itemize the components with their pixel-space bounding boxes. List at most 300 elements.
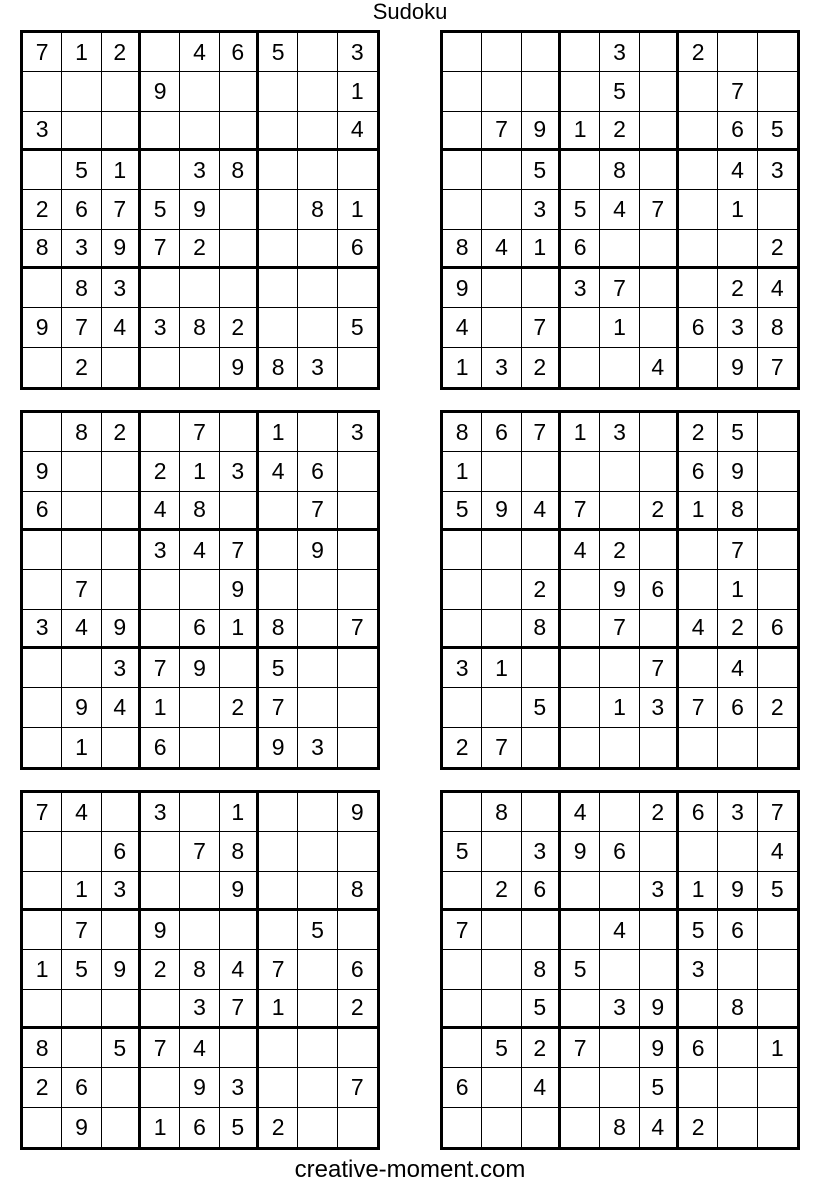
sudoku-cell: 8 (718, 990, 757, 1029)
sudoku-cell: 6 (141, 728, 180, 767)
sudoku-cell (600, 950, 639, 989)
sudoku-cell (561, 452, 600, 491)
sudoku-cell: 7 (180, 413, 219, 452)
sudoku-cell: 2 (758, 688, 797, 727)
sudoku-cell: 8 (259, 348, 298, 387)
sudoku-cell: 7 (522, 413, 561, 452)
sudoku-cell (23, 269, 62, 308)
sudoku-cell: 8 (298, 190, 337, 229)
sudoku-cell: 1 (338, 72, 377, 111)
sudoku-cell: 9 (102, 230, 141, 269)
sudoku-cell (718, 230, 757, 269)
sudoku-cell (522, 1108, 561, 1147)
sudoku-cell: 7 (443, 911, 482, 950)
sudoku-cell (482, 72, 521, 111)
sudoku-cell: 2 (220, 688, 259, 727)
sudoku-cell (522, 911, 561, 950)
sudoku-cell: 9 (640, 990, 679, 1029)
sudoku-cell (259, 492, 298, 531)
sudoku-cell (102, 1068, 141, 1107)
sudoku-cell: 9 (561, 832, 600, 871)
sudoku-cell: 9 (718, 452, 757, 491)
page-title: Sudoku (372, 0, 448, 24)
sudoku-cell: 8 (758, 308, 797, 347)
sudoku-cell: 6 (679, 1029, 718, 1068)
sudoku-cell (482, 33, 521, 72)
sudoku-cell: 4 (180, 1029, 219, 1068)
sudoku-cell: 4 (600, 911, 639, 950)
sudoku-cell (338, 570, 377, 609)
sudoku-cell (758, 413, 797, 452)
sudoku-cell: 7 (62, 911, 101, 950)
sudoku-cell (679, 151, 718, 190)
sudoku-cell: 4 (561, 793, 600, 832)
sudoku-cell: 3 (62, 230, 101, 269)
sudoku-cell: 2 (679, 1108, 718, 1147)
sudoku-cell (102, 72, 141, 111)
sudoku-cell: 8 (443, 413, 482, 452)
sudoku-cell: 4 (522, 492, 561, 531)
sudoku-cell (23, 413, 62, 452)
sudoku-cell: 2 (718, 269, 757, 308)
sudoku-cell (298, 230, 337, 269)
sudoku-cell (259, 269, 298, 308)
sudoku-cell: 3 (561, 269, 600, 308)
sudoku-cell: 5 (338, 308, 377, 347)
sudoku-cell: 3 (220, 1068, 259, 1107)
sudoku-cell: 6 (338, 950, 377, 989)
sudoku-cell (259, 911, 298, 950)
sudoku-cell (758, 1108, 797, 1147)
sudoku-cell (718, 1068, 757, 1107)
sudoku-cell: 7 (102, 190, 141, 229)
sudoku-cell (180, 872, 219, 911)
sudoku-cell (141, 832, 180, 871)
sudoku-cell (561, 33, 600, 72)
sudoku-cell (220, 190, 259, 229)
sudoku-cell: 4 (220, 950, 259, 989)
sudoku-cell: 6 (679, 452, 718, 491)
sudoku-cell: 6 (62, 1068, 101, 1107)
sudoku-cell: 3 (600, 990, 639, 1029)
sudoku-cell (141, 1068, 180, 1107)
sudoku-cell: 9 (220, 348, 259, 387)
sudoku-cell (482, 308, 521, 347)
sudoku-cell: 6 (102, 832, 141, 871)
sudoku-cell (482, 452, 521, 491)
sudoku-cell (220, 72, 259, 111)
sudoku-cell (180, 570, 219, 609)
sudoku-cell (102, 531, 141, 570)
sudoku-cell: 3 (298, 728, 337, 767)
sudoku-cell: 7 (62, 570, 101, 609)
sudoku-cell: 6 (298, 452, 337, 491)
sudoku-cell (338, 1108, 377, 1147)
sudoku-cell: 2 (600, 112, 639, 151)
sudoku-cell: 1 (102, 151, 141, 190)
sudoku-cell (522, 33, 561, 72)
sudoku-cell (23, 1108, 62, 1147)
sudoku-cell: 4 (561, 531, 600, 570)
sudoku-cell (443, 33, 482, 72)
sudoku-cell: 3 (23, 610, 62, 649)
sudoku-cell (600, 492, 639, 531)
sudoku-cell (23, 72, 62, 111)
sudoku-cell (561, 688, 600, 727)
sudoku-cell (482, 269, 521, 308)
sudoku-cell (718, 728, 757, 767)
sudoku-cell (561, 151, 600, 190)
sudoku-cell (23, 990, 62, 1029)
sudoku-cell (298, 151, 337, 190)
sudoku-cell: 5 (220, 1108, 259, 1147)
sudoku-cell (259, 793, 298, 832)
sudoku-cell: 4 (679, 610, 718, 649)
sudoku-cell: 9 (298, 531, 337, 570)
sudoku-cell: 5 (561, 950, 600, 989)
sudoku-cell: 9 (220, 570, 259, 609)
sudoku-cell: 9 (102, 610, 141, 649)
sudoku-cell (259, 112, 298, 151)
sudoku-cell: 7 (220, 531, 259, 570)
sudoku-cell: 2 (338, 990, 377, 1029)
sudoku-cell: 4 (62, 610, 101, 649)
sudoku-cell: 4 (718, 151, 757, 190)
sudoku-cell: 7 (298, 492, 337, 531)
sudoku-cell: 1 (718, 190, 757, 229)
sudoku-cell (600, 649, 639, 688)
sudoku-cell (259, 531, 298, 570)
sudoku-cell (259, 872, 298, 911)
sudoku-cell: 1 (679, 872, 718, 911)
sudoku-cell (141, 151, 180, 190)
sudoku-cell (679, 112, 718, 151)
sudoku-cell: 6 (482, 413, 521, 452)
sudoku-cell (23, 151, 62, 190)
sudoku-cell (298, 308, 337, 347)
sudoku-cell: 3 (298, 348, 337, 387)
sudoku-cell: 5 (758, 112, 797, 151)
sudoku-cell (561, 649, 600, 688)
sudoku-cell (220, 728, 259, 767)
sudoku-cell: 6 (718, 112, 757, 151)
sudoku-cell: 7 (679, 688, 718, 727)
sudoku-cell: 7 (640, 649, 679, 688)
sudoku-cell (679, 269, 718, 308)
sudoku-cell: 4 (102, 308, 141, 347)
sudoku-cell: 3 (23, 112, 62, 151)
sudoku-cell: 3 (180, 151, 219, 190)
sudoku-cell (522, 452, 561, 491)
sudoku-cell (298, 1108, 337, 1147)
sudoku-cell: 9 (141, 72, 180, 111)
sudoku-cell (679, 832, 718, 871)
sudoku-cell: 6 (23, 492, 62, 531)
sudoku-cell (259, 308, 298, 347)
sudoku-cell: 2 (23, 190, 62, 229)
sudoku-cell (679, 230, 718, 269)
sudoku-cell: 7 (640, 190, 679, 229)
sudoku-cell: 2 (758, 230, 797, 269)
sudoku-cell (482, 570, 521, 609)
sudoku-cell (482, 911, 521, 950)
sudoku-cell: 3 (600, 33, 639, 72)
sudoku-cell: 9 (220, 872, 259, 911)
sudoku-cell: 9 (600, 570, 639, 609)
sudoku-cell: 1 (758, 1029, 797, 1068)
sudoku-cell: 5 (758, 872, 797, 911)
sudoku-cell (298, 950, 337, 989)
sudoku-cell: 7 (718, 531, 757, 570)
sudoku-cell: 7 (23, 33, 62, 72)
sudoku-cell: 8 (443, 230, 482, 269)
sudoku-cell (62, 832, 101, 871)
sudoku-cell: 9 (62, 1108, 101, 1147)
sudoku-cell: 3 (141, 531, 180, 570)
sudoku-cell: 2 (220, 308, 259, 347)
sudoku-cell: 2 (141, 452, 180, 491)
sudoku-cell: 1 (679, 492, 718, 531)
sudoku-cell: 2 (522, 1029, 561, 1068)
sudoku-cell (561, 72, 600, 111)
sudoku-cell (443, 112, 482, 151)
sudoku-cell: 2 (522, 348, 561, 387)
sudoku-cell: 8 (718, 492, 757, 531)
sudoku-cell (640, 832, 679, 871)
sudoku-cell (102, 911, 141, 950)
sudoku-cell (298, 793, 337, 832)
sudoku-cell (679, 348, 718, 387)
sudoku-cell (259, 1068, 298, 1107)
sudoku-cell: 1 (220, 793, 259, 832)
sudoku-cell (23, 649, 62, 688)
sudoku-cell: 6 (561, 230, 600, 269)
sudoku-cell: 4 (482, 230, 521, 269)
sudoku-cell: 7 (522, 308, 561, 347)
sudoku-cell: 9 (102, 950, 141, 989)
sudoku-cell (482, 990, 521, 1029)
sudoku-cell (298, 72, 337, 111)
sudoku-cell: 5 (522, 990, 561, 1029)
sudoku-cell (600, 230, 639, 269)
sudoku-cell: 9 (522, 112, 561, 151)
sudoku-cell: 7 (600, 269, 639, 308)
sudoku-cell (180, 348, 219, 387)
sudoku-cell (640, 950, 679, 989)
sudoku-cell (679, 1068, 718, 1107)
sudoku-cell (482, 190, 521, 229)
sudoku-cell (482, 1068, 521, 1107)
sudoku-cell: 4 (62, 793, 101, 832)
sudoku-cell: 6 (600, 832, 639, 871)
sudoku-cell: 5 (522, 688, 561, 727)
sudoku-cell (338, 832, 377, 871)
sudoku-cell (758, 649, 797, 688)
sudoku-cell (141, 610, 180, 649)
sudoku-cell: 4 (758, 832, 797, 871)
sudoku-cell: 9 (23, 308, 62, 347)
sudoku-cell: 7 (338, 1068, 377, 1107)
sudoku-cell: 2 (640, 793, 679, 832)
sudoku-cell: 3 (102, 872, 141, 911)
sudoku-cell: 4 (180, 33, 219, 72)
sudoku-cell (298, 649, 337, 688)
sudoku-cell (679, 649, 718, 688)
sudoku-cell: 2 (102, 413, 141, 452)
sudoku-cell (62, 1029, 101, 1068)
sudoku-cell (561, 610, 600, 649)
sudoku-cell (482, 688, 521, 727)
footer-site-name: creative-moment.com (294, 1156, 526, 1183)
sudoku-cell: 7 (62, 308, 101, 347)
sudoku-cell: 4 (600, 190, 639, 229)
sudoku-cell: 1 (62, 33, 101, 72)
sudoku-cell (482, 1108, 521, 1147)
sudoku-cell: 3 (718, 308, 757, 347)
sudoku-cell (522, 269, 561, 308)
sudoku-cell: 9 (338, 793, 377, 832)
sudoku-cell (758, 728, 797, 767)
sudoku-cell: 9 (180, 190, 219, 229)
sudoku-cell (180, 269, 219, 308)
sudoku-cell (522, 793, 561, 832)
sudoku-cell (600, 348, 639, 387)
sudoku-cell (443, 793, 482, 832)
sudoku-cell: 3 (141, 308, 180, 347)
sudoku-cell (561, 348, 600, 387)
sudoku-cell: 1 (482, 649, 521, 688)
sudoku-cell (561, 872, 600, 911)
sudoku-cell (561, 990, 600, 1029)
sudoku-cell (102, 452, 141, 491)
sudoku-cell: 6 (522, 872, 561, 911)
sudoku-cell (679, 190, 718, 229)
sudoku-cell: 2 (640, 492, 679, 531)
sudoku-cell: 5 (443, 492, 482, 531)
sudoku-cell (141, 33, 180, 72)
sudoku-cell (141, 348, 180, 387)
sudoku-cell: 4 (141, 492, 180, 531)
sudoku-cell (679, 728, 718, 767)
sudoku-cell: 1 (141, 1108, 180, 1147)
sudoku-cell (180, 793, 219, 832)
sudoku-cell: 9 (718, 348, 757, 387)
sudoku-cell: 7 (141, 1029, 180, 1068)
sudoku-cell: 1 (561, 413, 600, 452)
sudoku-cell: 9 (180, 1068, 219, 1107)
sudoku-cell (561, 570, 600, 609)
sudoku-cell: 8 (180, 308, 219, 347)
sudoku-cell (180, 728, 219, 767)
sudoku-cell (758, 990, 797, 1029)
sudoku-cell (338, 688, 377, 727)
sudoku-cell (443, 950, 482, 989)
sudoku-cell (220, 1029, 259, 1068)
sudoku-cell (758, 1068, 797, 1107)
sudoku-cell (23, 911, 62, 950)
sudoku-cell (102, 348, 141, 387)
sudoku-cell (298, 872, 337, 911)
sudoku-cell: 7 (259, 950, 298, 989)
sudoku-cell: 3 (522, 190, 561, 229)
sudoku-cell: 7 (600, 610, 639, 649)
sudoku-cell: 2 (141, 950, 180, 989)
sudoku-cell (640, 33, 679, 72)
sudoku-cell: 7 (141, 230, 180, 269)
sudoku-cell (758, 72, 797, 111)
sudoku-cell (482, 151, 521, 190)
sudoku-cell (443, 990, 482, 1029)
sudoku-cell: 3 (640, 872, 679, 911)
sudoku-cell: 9 (62, 688, 101, 727)
sudoku-cell: 7 (141, 649, 180, 688)
sudoku-cell (561, 728, 600, 767)
sudoku-cell (298, 570, 337, 609)
sudoku-cell: 2 (23, 1068, 62, 1107)
sudoku-cell (679, 72, 718, 111)
sudoku-cell: 9 (180, 649, 219, 688)
sudoku-cell: 9 (443, 269, 482, 308)
sudoku-cell: 2 (443, 728, 482, 767)
sudoku-cell (522, 649, 561, 688)
sudoku-cell (338, 649, 377, 688)
sudoku-cell: 4 (758, 269, 797, 308)
sudoku-cell: 6 (679, 793, 718, 832)
sudoku-cell (338, 492, 377, 531)
sudoku-cell (298, 33, 337, 72)
sudoku-cell (102, 1108, 141, 1147)
sudoku-cell: 6 (338, 230, 377, 269)
sudoku-cell: 7 (180, 832, 219, 871)
sudoku-cell: 1 (141, 688, 180, 727)
sudoku-cell: 8 (600, 151, 639, 190)
sudoku-cell: 4 (180, 531, 219, 570)
sudoku-cell (443, 72, 482, 111)
sudoku-cell: 3 (141, 793, 180, 832)
sudoku-cell (220, 269, 259, 308)
sudoku-cell (102, 990, 141, 1029)
sudoku-cell: 8 (522, 950, 561, 989)
sudoku-cell (180, 72, 219, 111)
sudoku-cell: 5 (640, 1068, 679, 1107)
sudoku-cell (298, 1068, 337, 1107)
sudoku-cell (640, 610, 679, 649)
sudoku-cell: 1 (561, 112, 600, 151)
sudoku-cell (718, 1029, 757, 1068)
sudoku-cell: 5 (679, 911, 718, 950)
sudoku-cell: 7 (758, 793, 797, 832)
sudoku-puzzle-1 (20, 30, 380, 390)
sudoku-cell: 9 (640, 1029, 679, 1068)
sudoku-cell: 2 (180, 230, 219, 269)
sudoku-cell (298, 832, 337, 871)
sudoku-cell (259, 151, 298, 190)
sudoku-cell (338, 911, 377, 950)
sudoku-cell (338, 452, 377, 491)
sudoku-cell (62, 990, 101, 1029)
sudoku-cell: 6 (640, 570, 679, 609)
sudoku-cell: 8 (62, 269, 101, 308)
sudoku-cell: 1 (600, 308, 639, 347)
sudoku-cell: 5 (482, 1029, 521, 1068)
sudoku-cell (443, 1108, 482, 1147)
sudoku-cell (443, 151, 482, 190)
sudoku-cell (561, 308, 600, 347)
sudoku-cell (259, 1029, 298, 1068)
sudoku-cell (640, 531, 679, 570)
sudoku-cell (62, 492, 101, 531)
sudoku-cell (23, 872, 62, 911)
